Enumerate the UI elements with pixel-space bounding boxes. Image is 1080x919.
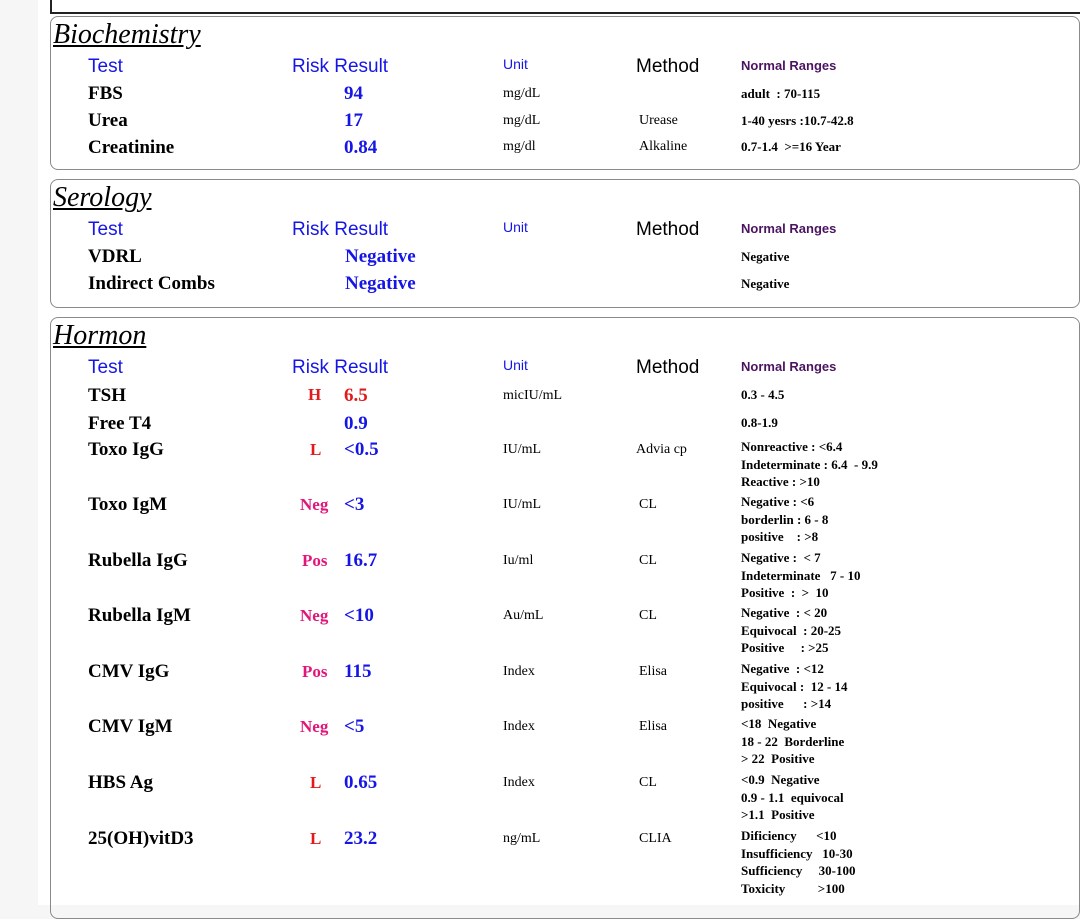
- normal-range: <0.9 Negative 0.9 - 1.1 equivocal >1.1 Positive: [741, 772, 844, 822]
- test-name: VDRL: [88, 246, 142, 267]
- test-name: Free T4: [88, 413, 152, 434]
- test-name: FBS: [88, 83, 123, 104]
- method-value: CL: [639, 553, 657, 568]
- section-title: Biochemistry: [53, 19, 201, 50]
- test-name: Toxo IgG: [88, 439, 164, 460]
- header-unit: Unit: [503, 56, 528, 72]
- header-method: Method: [636, 56, 700, 77]
- header-test: Test: [88, 357, 123, 378]
- unit-value: mg/dl: [503, 139, 536, 154]
- unit-value: Index: [503, 775, 535, 790]
- header-risk-result: Risk Result: [292, 219, 389, 240]
- normal-range: Negative : < 20 Equivocal : 20-25 Positive : >25: [741, 605, 842, 655]
- result-value: <3: [344, 494, 365, 515]
- result-value: 0.9: [344, 413, 368, 434]
- test-name: Toxo IgM: [88, 494, 168, 515]
- flag-badge: Neg: [300, 495, 329, 514]
- method-value: Advia cp: [636, 442, 687, 457]
- header-test: Test: [88, 219, 123, 240]
- unit-value: Iu/ml: [503, 553, 534, 568]
- result-value: 94: [344, 83, 363, 104]
- normal-range: Negative : <12 Equivocal : 12 - 14 positive : >14: [741, 661, 848, 711]
- result-value: <10: [344, 605, 374, 626]
- header-unit: Unit: [503, 357, 528, 373]
- result-value: Negative: [345, 246, 416, 267]
- normal-range: Negative : < 7 Indeterminate 7 - 10 Positive : > 10: [741, 550, 861, 600]
- result-value: 17: [344, 110, 363, 131]
- method-value: CL: [639, 497, 657, 512]
- flag-badge: Pos: [302, 551, 328, 570]
- test-name: Urea: [88, 110, 128, 131]
- result-value: Negative: [345, 273, 416, 294]
- result-value: 23.2: [344, 828, 378, 849]
- flag-badge: H: [308, 385, 322, 404]
- biochemistry-section: [50, 16, 1080, 170]
- flag-badge: L: [310, 440, 322, 459]
- hormon-section: [50, 317, 1080, 919]
- normal-range: Negative : <6 borderlin : 6 - 8 positive : >8: [741, 494, 829, 544]
- result-value: 16.7: [344, 550, 378, 571]
- normal-range: 1-40 yesrs :10.7-42.8: [741, 113, 854, 128]
- test-name: 25(OH)vitD3: [88, 828, 194, 849]
- flag-badge: L: [310, 829, 322, 848]
- unit-value: IU/mL: [503, 497, 542, 512]
- serology-section: [50, 179, 1080, 308]
- unit-value: IU/mL: [503, 442, 542, 457]
- top-border: [50, 0, 1080, 14]
- section-title: Hormon: [53, 320, 147, 351]
- flag-badge: Pos: [302, 662, 328, 681]
- header-normal-ranges: Normal Ranges: [741, 359, 837, 374]
- normal-range: adult : 70-115: [741, 86, 821, 101]
- result-value: <0.5: [344, 439, 379, 460]
- flag-badge: Neg: [300, 606, 329, 625]
- method-value: Elisa: [639, 664, 667, 679]
- header-method: Method: [636, 219, 700, 240]
- test-name: TSH: [88, 385, 127, 406]
- flag-badge: Neg: [300, 717, 329, 736]
- header-unit: Unit: [503, 219, 528, 235]
- unit-value: Index: [503, 664, 535, 679]
- method-value: CLIA: [639, 831, 672, 846]
- method-value: CL: [639, 775, 657, 790]
- normal-range: 0.8-1.9: [741, 415, 778, 430]
- normal-range: <18 Negative 18 - 22 Borderline > 22 Positive: [741, 716, 845, 766]
- test-name: Indirect Combs: [88, 273, 215, 294]
- test-name: Rubella IgG: [88, 550, 188, 571]
- test-name: Rubella IgM: [88, 605, 191, 626]
- header-method: Method: [636, 357, 700, 378]
- unit-value: ng/mL: [503, 831, 541, 846]
- header-normal-ranges: Normal Ranges: [741, 58, 837, 73]
- flag-badge: L: [310, 773, 322, 792]
- result-value: 6.5: [344, 385, 368, 406]
- test-name: HBS Ag: [88, 772, 153, 793]
- header-test: Test: [88, 56, 123, 77]
- header-normal-ranges: Normal Ranges: [741, 221, 837, 236]
- section-title: Serology: [53, 182, 152, 213]
- test-name: Creatinine: [88, 137, 175, 158]
- header-risk-result: Risk Result: [292, 56, 389, 77]
- unit-value: mg/dL: [503, 86, 541, 101]
- method-value: Alkaline: [639, 139, 688, 154]
- unit-value: Au/mL: [503, 608, 544, 623]
- method-value: Urease: [639, 113, 678, 128]
- normal-range: Negative: [741, 276, 790, 291]
- test-name: CMV IgG: [88, 661, 170, 682]
- normal-range: Nonreactive : <6.4 Indeterminate : 6.4 - 9.9 Reactive : >10: [741, 439, 878, 489]
- normal-range: 0.7-1.4 >=16 Year: [741, 139, 841, 154]
- normal-range: Dificiency <10 Insufficiency 10-30 Sufficiency 30-100 Toxicity >100: [741, 828, 856, 896]
- result-value: 0.65: [344, 772, 378, 793]
- result-value: <5: [344, 716, 365, 737]
- lab-report-page: [38, 0, 1080, 905]
- normal-range: Negative: [741, 249, 790, 264]
- normal-range: 0.3 - 4.5: [741, 387, 785, 402]
- unit-value: micIU/mL: [503, 388, 563, 403]
- method-value: CL: [639, 608, 657, 623]
- result-value: 115: [344, 661, 372, 682]
- unit-value: mg/dL: [503, 113, 541, 128]
- result-value: 0.84: [344, 137, 378, 158]
- unit-value: Index: [503, 719, 535, 734]
- test-name: CMV IgM: [88, 716, 173, 737]
- method-value: Elisa: [639, 719, 667, 734]
- header-risk-result: Risk Result: [292, 357, 389, 378]
